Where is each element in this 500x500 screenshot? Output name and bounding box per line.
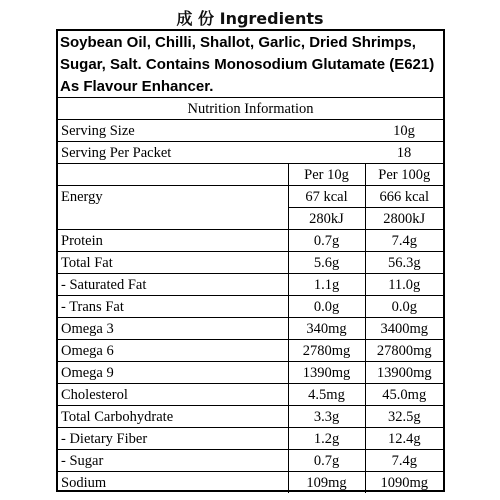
nutrient-per100: 11.0g bbox=[365, 274, 443, 296]
table-row bbox=[58, 274, 443, 296]
nutrient-label: Omega 6 bbox=[58, 340, 288, 362]
table-row bbox=[58, 318, 443, 340]
nutrient-per100: 666 kcal bbox=[365, 186, 443, 208]
page-title: 成 份 Ingredients bbox=[176, 9, 324, 28]
nutrient-per100: 45.0mg bbox=[365, 384, 443, 406]
nutrient-per10: 109mg bbox=[288, 472, 365, 494]
nutrient-per100: 3400mg bbox=[365, 318, 443, 340]
nutrient-per10: 4.5mg bbox=[288, 384, 365, 406]
nutrient-per10: 0.0g bbox=[288, 296, 365, 318]
table-row bbox=[58, 340, 443, 362]
nutrient-label: Total Fat bbox=[58, 252, 288, 274]
table-row bbox=[58, 450, 443, 472]
table-row bbox=[58, 186, 443, 208]
ingredients-text: Soybean Oil, Chilli, Shallot, Garlic, Dried Shrimps, Sugar, Salt. Contains Monosodium Glutamate (E621) As Flavour Enhancer. bbox=[60, 34, 435, 95]
table-row bbox=[58, 362, 443, 384]
nutrient-per100: 1090mg bbox=[365, 472, 443, 494]
nutrient-label: Omega 9 bbox=[58, 362, 288, 384]
nutrient-label: - Dietary Fiber bbox=[58, 428, 288, 450]
servings-value: 18 bbox=[365, 142, 443, 164]
table-heading-row bbox=[58, 98, 443, 120]
nutrient-per100: 56.3g bbox=[365, 252, 443, 274]
table-row bbox=[58, 208, 443, 230]
table-row bbox=[58, 296, 443, 318]
servings-label: Serving Per Packet bbox=[58, 142, 365, 164]
table-row bbox=[58, 428, 443, 450]
table-row bbox=[58, 230, 443, 252]
nutrient-label: - Saturated Fat bbox=[58, 274, 288, 296]
nutrient-label: Sodium bbox=[58, 472, 288, 494]
nutrient-label bbox=[58, 208, 288, 230]
table-row bbox=[58, 472, 443, 494]
nutrient-label: Cholesterol bbox=[58, 384, 288, 406]
nutrient-per10: 1390mg bbox=[288, 362, 365, 384]
nutrient-per100: 0.0g bbox=[365, 296, 443, 318]
nutrient-per100: 7.4g bbox=[365, 230, 443, 252]
nutrient-per100: 32.5g bbox=[365, 406, 443, 428]
nutrition-table bbox=[58, 97, 443, 493]
nutrient-per10: 67 kcal bbox=[288, 186, 365, 208]
nutrient-per100: 7.4g bbox=[365, 450, 443, 472]
nutrient-label: - Trans Fat bbox=[58, 296, 288, 318]
nutrient-label: Omega 3 bbox=[58, 318, 288, 340]
nutrient-per10: 0.7g bbox=[288, 230, 365, 252]
serving-size-row bbox=[58, 120, 443, 142]
column-header-per100: Per 100g bbox=[365, 164, 443, 186]
nutrient-label: Energy bbox=[58, 186, 288, 208]
nutrient-per10: 2780mg bbox=[288, 340, 365, 362]
column-header-row bbox=[58, 164, 443, 186]
nutrient-per100: 27800mg bbox=[365, 340, 443, 362]
table-row bbox=[58, 252, 443, 274]
nutrient-per100: 12.4g bbox=[365, 428, 443, 450]
nutrition-label bbox=[56, 29, 445, 492]
servings-row bbox=[58, 142, 443, 164]
column-header-blank bbox=[58, 164, 288, 186]
serving-size-value: 10g bbox=[365, 120, 443, 142]
nutrient-label: Protein bbox=[58, 230, 288, 252]
column-header-per10: Per 10g bbox=[288, 164, 365, 186]
nutrient-per100: 2800kJ bbox=[365, 208, 443, 230]
nutrient-label: - Sugar bbox=[58, 450, 288, 472]
nutrient-per10: 1.2g bbox=[288, 428, 365, 450]
table-row bbox=[58, 406, 443, 428]
nutrient-per100: 13900mg bbox=[365, 362, 443, 384]
nutrient-per10: 1.1g bbox=[288, 274, 365, 296]
table-heading: Nutrition Information bbox=[58, 98, 443, 120]
nutrient-per10: 340mg bbox=[288, 318, 365, 340]
nutrient-per10: 5.6g bbox=[288, 252, 365, 274]
serving-size-label: Serving Size bbox=[58, 120, 365, 142]
table-row bbox=[58, 384, 443, 406]
nutrient-per10: 280kJ bbox=[288, 208, 365, 230]
nutrient-label: Total Carbohydrate bbox=[58, 406, 288, 428]
nutrient-per10: 3.3g bbox=[288, 406, 365, 428]
nutrient-per10: 0.7g bbox=[288, 450, 365, 472]
